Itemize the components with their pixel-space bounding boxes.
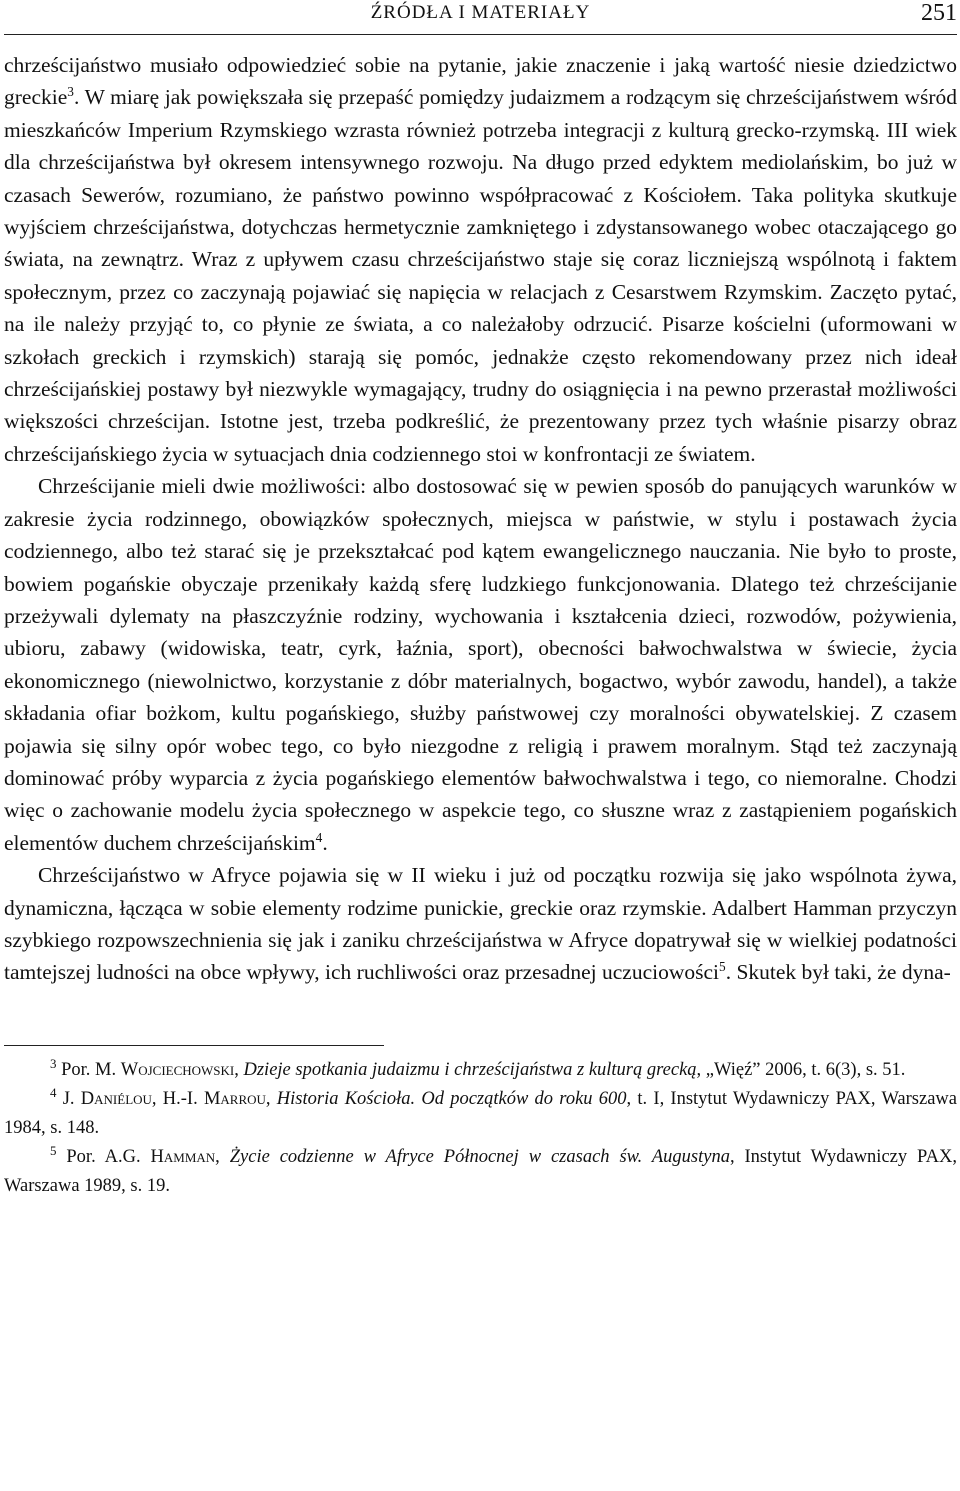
footnotes xyxy=(4,1056,957,1201)
text-run: J. xyxy=(56,1088,81,1109)
text-run: . Skutek był taki, że dyna- xyxy=(725,960,951,985)
author-name: Daniélou xyxy=(80,1088,152,1109)
text-run: , xyxy=(234,1059,244,1080)
author-name: Wojciechowski xyxy=(120,1059,235,1080)
page-number: 251 xyxy=(921,0,957,26)
text-run: Chrześcijanie mieli dwie możliwości: albo dostosować się w pewien sposób do panujących warunków w zakresie życia rodzinnego, obowiązków społecznych, miejsca w państwie, w stylu i postawach życia codziennego, albo też starać się je przekształcać pod kątem ewangelicznego nauczania. Nie było to proste, bowiem pogańskie obyczaje przenikały każdą sferę ludzkiego funkcjonowania. Dlatego też chrześcijanie przeżywali dylematy na płaszczyźnie rodziny, wychowania i kształcenia dzieci, rozwodów, pożywienia, ubioru, zabawy (widowiska, teatr, cyrk, łaźnia, sport), obecności bałwochwalstwa w świecie, życia ekonomicznego (niewolnictwo, korzystanie z dóbr materialnych, bogactwo, wybór zawodu, handel), a także składania ofiar bożkom, kultu pogańskiego, służby państwowej czy moralności obywatelskiej. Z czasem pojawia się silny opór wobec tego, co było niezgodne z religią i prawem moralnym. Stąd też zaczynają dominować próby wyparcia z życia pogańskiego elementów bałwochwalstwa i tego, co niemoralne. Chodzi więc o zachowanie modelu życia społecznego w aspekcie tego, co słuszne wraz z zastąpieniem pogańskich elementów duchem chrześcijańskim xyxy=(4,474,957,855)
footnote-ref: 5 xyxy=(719,959,726,975)
text-run: Por. M. xyxy=(56,1059,121,1080)
footnote xyxy=(4,1085,957,1143)
work-title: Życie codzienne w Afryce Północnej w czasach św. Augustyna xyxy=(229,1146,730,1167)
author-name: Hamman xyxy=(150,1146,216,1167)
paragraph xyxy=(4,470,957,859)
text-run: , H.-I. xyxy=(151,1088,204,1109)
text-run: , xyxy=(265,1088,277,1109)
text-run: , „Więź” 2006, t. 6(3), s. 51. xyxy=(696,1059,906,1080)
text-run: Por. A.G. xyxy=(56,1146,151,1167)
footnote-number: 5 xyxy=(50,1142,57,1158)
text-run: . xyxy=(322,830,328,855)
text-run: chrześcijaństwo musiało odpowiedzieć sobie na pytanie, jakie znaczenie i jaką wartość niesie dziedzictwo greckie xyxy=(4,53,957,110)
work-title: Historia Kościoła. Od początków do roku 600 xyxy=(276,1088,627,1109)
text-run: , t. I, Instytut Wydawniczy PAX, Warszawa 1984, s. 148. xyxy=(4,1088,957,1138)
footnote-ref: 4 xyxy=(315,829,323,845)
work-title: Dzieje spotkania judaizmu i chrześcijaństwa z kulturą grecką xyxy=(243,1059,697,1080)
footnote-number: 3 xyxy=(50,1055,57,1071)
body-text xyxy=(4,49,957,989)
footnote-number: 4 xyxy=(50,1084,57,1100)
footnote xyxy=(4,1056,957,1085)
page-header xyxy=(4,0,957,35)
text-run: . W miarę jak powiększała się przepaść pomiędzy judaizmem a rodzącym się chrześcijaństwem wśród mieszkańców Imperium Rzymskiego wzrasta również potrzeba integracji z kulturą grecko-rzymską. III wiek dla chrześcijaństwa był okresem intensywnego rozwoju. Na długo przed edyktem mediolańskim, bo już w czasach Sewerów, rozumiano, że państwo powinno współpracować z Kościołem. Taka polityka skutkuje wyjściem chrześcijaństwa, dotychczas hermetycznie zamkniętego i zdystansowanego wobec otaczającego go świata, na zewnątrz. Wraz z upływem czasu chrześcijaństwo staje się coraz liczniejszą wspólnotą i faktem społecznym, przez co zaczynają pojawiać się napięcia w relacjach z Cesarstwem Rzymskim. Zaczęto pytać, na ile należy przyjąć to, co płynie ze świata, a co należałoby odrzucić. Pisarze kościelni (uformowani w szkołach greckich i rzymskich) starają się pomóc, jednakże często rekomendowany przez nich ideał chrześcijańskiej postawy był niezwykle wymagający, trudny do osiągnięcia i na pewno przerastał możliwości większości chrześcijan. Istotne jest, trzeba podkreślić, że prezentowany przez tych właśnie pisarzy obraz chrześcijańskiego życia w sytuacjach dnia codziennego stoi w konfrontacji ze światem. xyxy=(4,85,957,466)
paragraph xyxy=(4,859,957,989)
footnote-ref: 3 xyxy=(67,84,74,100)
running-head: ŹRÓDŁA I MATERIAŁY xyxy=(370,2,591,23)
document-page xyxy=(4,0,957,1201)
text-run: , xyxy=(215,1146,230,1167)
text-run: , Instytut Wydawniczy PAX, Warszawa 1989, s. 19. xyxy=(4,1146,957,1196)
footnote xyxy=(4,1143,957,1201)
footnote-separator xyxy=(4,1045,384,1046)
author-name: Marrou xyxy=(203,1088,266,1109)
text-run: Chrześcijaństwo w Afryce pojawia się w II wieku i już od początku rozwija się jako wspólnota żywa, dynamiczna, łącząca w sobie elementy rodzime punickie, greckie oraz rzymskie. Adalbert Hamman przyczyn szybkiego rozpowszechnienia się jak i zaniku chrześcijaństwa w Afryce dopatrywał się w wielkiej podatności tamtejszej ludności na obce wpływy, ich ruchliwości oraz przesadnej uczuciowości xyxy=(4,863,957,985)
paragraph xyxy=(4,49,957,470)
